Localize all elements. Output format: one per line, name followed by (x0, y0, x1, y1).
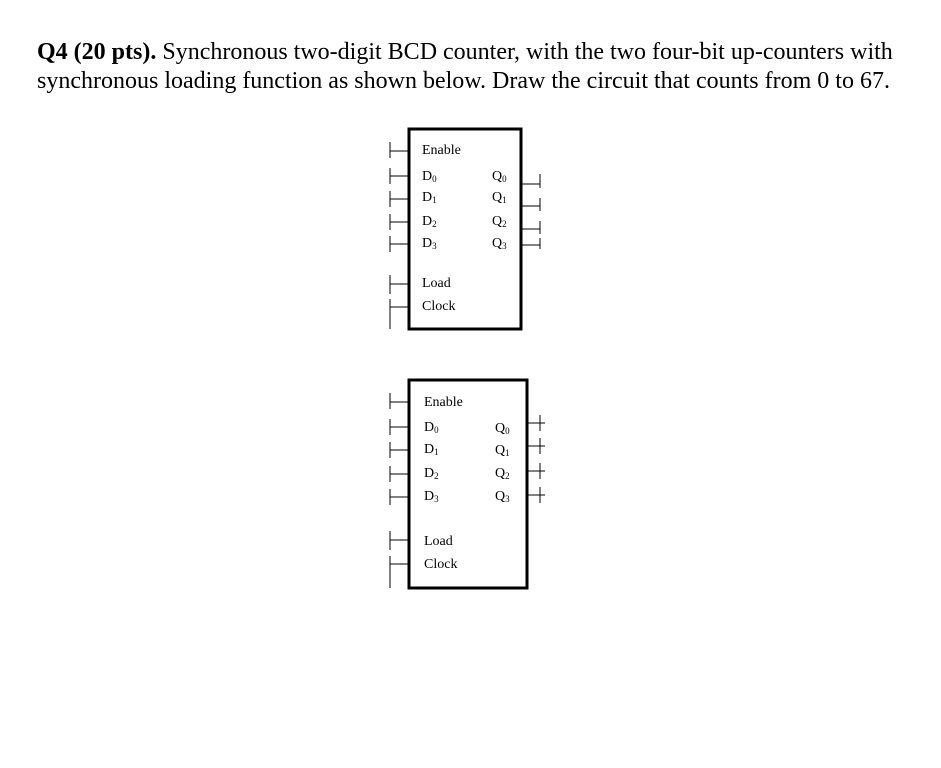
output-q0-label: $Q_0$ (495, 421, 510, 436)
load-label: Load (422, 276, 451, 291)
output-q3-label: $Q_3$ (495, 489, 510, 504)
input-d2-label: $D_2$ (422, 214, 437, 229)
input-d2-label: $D_2$ (424, 466, 439, 481)
output-q1-label: $Q_1$ (492, 190, 507, 205)
counter-symbol (385, 128, 545, 338)
input-d3-label: $D_3$ (422, 236, 437, 251)
input-d1-label: $D_1$ (422, 190, 437, 205)
load-label: Load (424, 534, 453, 549)
enable-label: Enable (424, 395, 463, 410)
question-text (37, 38, 917, 96)
question-body: Synchronous two-digit BCD counter, with the two four-bit up-counters with synchronous loading function as shown below. Draw the circuit that counts from 0 to 67. (37, 39, 893, 94)
input-d1-label: $D_1$ (424, 442, 439, 457)
output-q2-label: $Q_2$ (492, 214, 507, 229)
counter-symbol (385, 379, 545, 591)
clock-label: Clock (422, 299, 456, 314)
clock-label: Clock (424, 557, 458, 572)
output-q2-label: $Q_2$ (495, 466, 510, 481)
input-d0-label: $D_0$ (422, 169, 437, 184)
input-d3-label: $D_3$ (424, 489, 439, 504)
output-q0-label: $Q_0$ (492, 169, 507, 184)
input-d0-label: $D_0$ (424, 420, 439, 435)
question-heading: Q4 (20 pts). (37, 39, 157, 65)
output-q1-label: $Q_1$ (495, 443, 510, 458)
output-q3-label: $Q_3$ (492, 236, 507, 251)
enable-label: Enable (422, 143, 461, 158)
